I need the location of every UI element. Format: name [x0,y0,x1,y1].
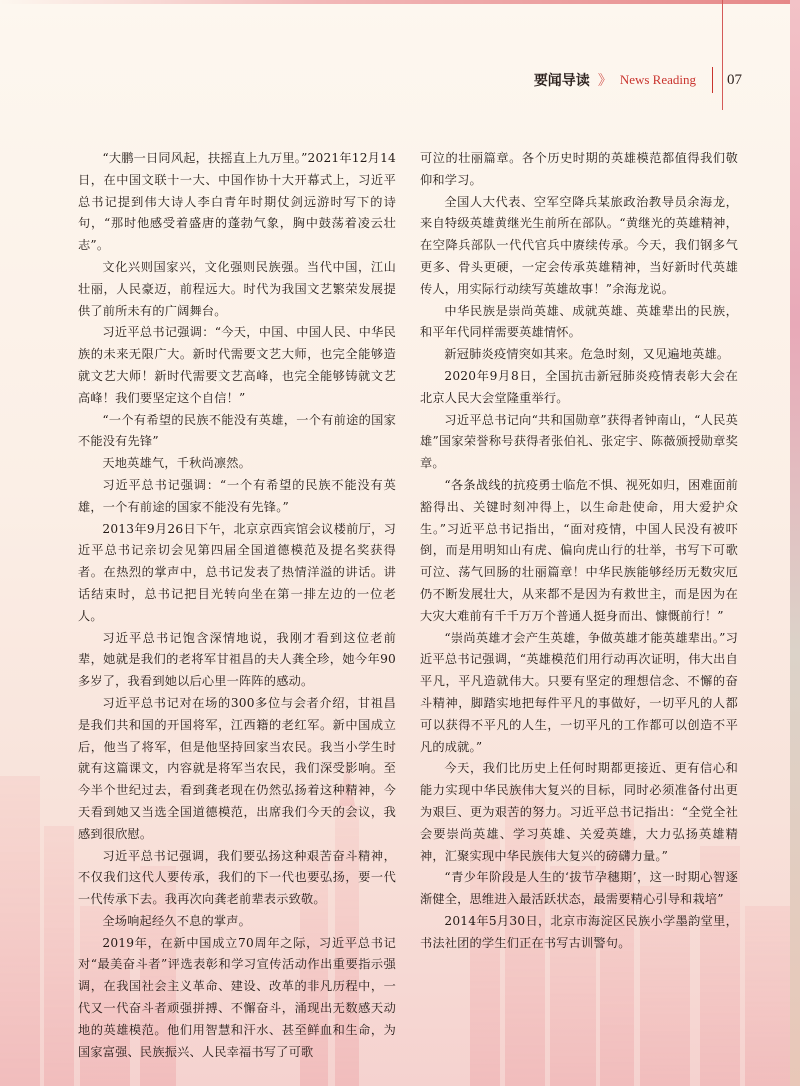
paragraph: “崇尚英雄才会产生英雄，争做英雄才能英雄辈出。”习近平总书记强调，“英雄模范们用行动再次证明，伟大出自平凡，平凡造就伟大。只要有坚定的理想信念、不懈的奋斗精神，脚踏实地把每件平凡的事做好，一切平凡的人都可以获得不平凡的人生，一切平凡的工作都可以创造不平凡的成就。” [420,630,738,754]
paragraph: 天地英雄气，千秋尚凛然。 [102,456,252,471]
paragraph: 2013年9月26日下午，北京京西宾馆会议楼前厅，习近平总书记亲切会见第四届全国道德模范及提名奖获得者。在热烈的掌声中，总书记发表了热情洋溢的讲话。讲话结束时，总书记把目光转向坐在第一排左边的一位老人。 [78,521,396,623]
paragraph: “大鹏一日同风起，扶摇直上九万里。”2021年12月14日，在中国文联十一大、中国作协十大开幕式上，习近平总书记提到伟大诗人李白青年时期仗剑远游时写下的诗句，“那时他感受着盛唐的蓬勃气象，胸中鼓荡着凌云壮志”。 [78,151,396,253]
subheading: “青少年阶段是人生的‘拔节孕穗期’，这一时期心智逐渐健全，思维进入最活跃状态，最需要精心引导和栽培” [420,870,738,907]
header-divider [712,67,713,93]
paragraph: 习近平总书记饱含深情地说，我刚才看到这位老前辈，她就是我们的老将军甘祖昌的夫人龚全珍，她今年90多岁了，我看到她以后心里一阵阵的感动。 [78,630,396,689]
paragraph: 习近平总书记对在场的300多位与会者介绍，甘祖昌是我们共和国的开国将军，江西籍的老红军。新中国成立后，他当了将军，但是他坚持回家当农民。我当小学生时就有这篇课文，内容就是将军当农民，我们深受影响。至今半个世纪过去，看到龚老现在仍然弘扬着这种精神，今天看到她又当选全国道德模范，出席我们今天的会议，我感到很欣慰。 [78,695,396,841]
paragraph: 习近平总书记强调：“一个有希望的民族不能没有英雄，一个有前途的国家不能没有先锋。” [78,477,396,514]
top-decorative-line [0,0,800,4]
page-header [534,66,742,94]
page-number: 07 [727,71,742,88]
paragraph: 习近平总书记强调：“今天，中国、中国人民、中华民族的未来无限广大。新时代需要文艺大师，也完全能够造就文艺大师！新时代需要文艺高峰，也完全能够铸就文艺高峰！我们要坚定这个自信！” [78,325,396,405]
paragraph: 文化兴则国家兴，文化强则民族强。当代中国，江山壮丽，人民豪迈，前程远大。时代为我国文艺繁荣发展提供了前所未有的广阔舞台。 [78,259,396,318]
paragraph: 全国人大代表、空军空降兵某旅政治教导员余海龙，来自特级英雄黄继光生前所在部队。“黄继光的英雄精神，在空降兵部队一代代官兵中赓续传承。今天，我们钢多气更多、骨头更硬，一定会传承英雄精神，当好新时代英雄传人，用实际行动续写英雄故事！”余海龙说。 [420,194,738,296]
section-title-en: News Reading [619,72,696,87]
paragraph: 2020年9月8日，全国抗击新冠肺炎疫情表彰大会在北京人民大会堂隆重举行。 [420,368,738,405]
left-text-column [78,148,396,1063]
paragraph: 2014年5月30日，北京市海淀区民族小学墨韵堂里，书法社团的学生们正在书写古训警句。 [420,913,738,950]
subheading: “一个有希望的民族不能没有英雄，一个有前途的国家不能没有先锋” [78,412,396,449]
paragraph: 2019年，在新中国成立70周年之际，习近平总书记对“最美奋斗者”评选表彰和学习宣传活动作出重要指示强调，在我国社会主义革命、建设、改革的非凡历程中，一代又一代奋斗者顽强拼搏、不懈奋斗，涌现出无数感天动地的英雄模范。他们用智慧和汗水、甚至鲜血和生命，为国家富强、民族振兴、人民幸福书写了可歌 [78,935,396,1059]
paragraph: 新冠肺炎疫情突如其来。危急时刻，又见遍地英雄。 [444,347,730,362]
right-text-column [420,148,738,954]
paragraph: 中华民族是崇尚英雄、成就英雄、英雄辈出的民族，和平年代同样需要英雄情怀。 [420,303,738,340]
paragraph: 今天，我们比历史上任何时期都更接近、更有信心和能力实现中华民族伟大复兴的目标，同时必须准备付出更为艰巨、更为艰苦的努力。习近平总书记指出：“全党全社会要崇尚英雄、学习英雄、关爱英雄，大力弘扬英雄精神，汇聚实现中华民族伟大复兴的磅礴力量。” [420,761,738,863]
paragraph: 可泣的壮丽篇章。各个历史时期的英雄模范都值得我们敬仰和学习。 [420,151,738,187]
paragraph: 全场响起经久不息的掌声。 [102,913,252,928]
section-title-cn: 要闻导读 [533,73,590,89]
paragraph: 习近平总书记强调，我们要弘扬这种艰苦奋斗精神，不仅我们这代人要传承，我们的下一代也要弘扬，要一代一代传承下去。我再次向龚老前辈表示致敬。 [78,848,396,907]
right-color-strip [790,0,800,1086]
paragraph: 习近平总书记向“共和国勋章”获得者钟南山，“人民英雄”国家荣誉称号获得者张伯礼、张定宇、陈薇颁授勋章奖章。 [420,412,738,471]
double-chevron-icon: 》 [597,73,610,89]
paragraph: “各条战线的抗疫勇士临危不惧、视死如归，困难面前豁得出、关键时刻冲得上，以生命赴使命，用大爱护众生。”习近平总书记指出，“面对疫情，中国人民没有被吓倒，而是用明知山有虎、偏向虎山行的壮举，书写下可歌可泣、荡气回肠的壮丽篇章！中华民族能够经历无数灾厄仍不断发展壮大，从来都不是因为有救世主，而是因为在大灾大难前有千千万万个普通人挺身而出、慷慨前行！” [420,477,738,623]
